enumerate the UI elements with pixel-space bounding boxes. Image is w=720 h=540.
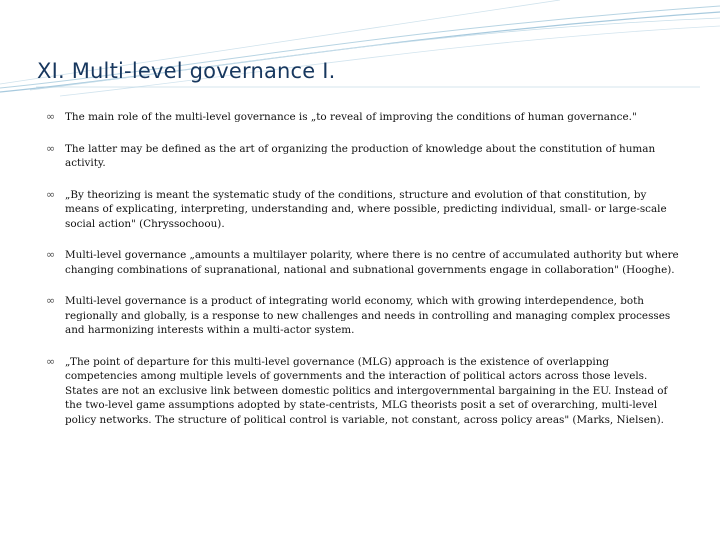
bullet-item [46,294,680,338]
bullet-item [46,248,680,277]
bullet-item [46,110,680,125]
infinity-bullet-icon: ∞ [46,110,56,123]
bullet-text: „The point of departure for this multi-level governance (MLG) approach is the existence of overlapping competencies among multiple levels of governments and the interaction of political actors across those levels. States are not an exclusive link between domestic politics and intergovernmental bargaining in the EU. Instead of the two-level game assumptions adopted by state-centrists, MLG theorists posit a set of overarching, multi-level policy networks. The structure of political control is variable, not constant, across policy areas" (Marks, Nielsen). [65,355,668,426]
infinity-bullet-icon: ∞ [46,248,56,261]
bullet-text: „By theorizing is meant the systematic study of the conditions, structure and evolution of that constitution, by means of explicating, interpreting, understanding and, where possible, predicting individual, small- or large-scale social action" (Chryssochoou). [65,188,667,230]
bullet-text: Multi-level governance is a product of integrating world economy, which with growing interdependence, both regionally and globally, is a response to new challenges and needs in controlling and managing complex processes and harmonizing interests within a multi-actor system. [65,295,671,336]
infinity-bullet-icon: ∞ [46,294,56,307]
bullet-text: The latter may be defined as the art of organizing the production of knowledge about the constitution of human activity. [65,142,656,169]
bullet-list [46,110,680,444]
bullet-item [46,142,680,171]
bullet-item [46,355,680,428]
infinity-bullet-icon: ∞ [46,354,56,368]
infinity-bullet-icon: ∞ [46,141,56,155]
decorative-wave-lines [0,0,720,110]
infinity-bullet-icon: ∞ [46,187,56,201]
bullet-text: The main role of the multi-level governance is „to reveal of improving the conditions of human governance." [65,111,637,123]
bullet-text: Multi-level governance „amounts a multilayer polarity, where there is no centre of accumulated authority but where changing combinations of supranational, national and subnational governments engage in collaboration" (Hooghe). [65,249,679,276]
bullet-item [46,188,680,232]
slide-title: XI. Multi-level governance I. [37,59,336,83]
